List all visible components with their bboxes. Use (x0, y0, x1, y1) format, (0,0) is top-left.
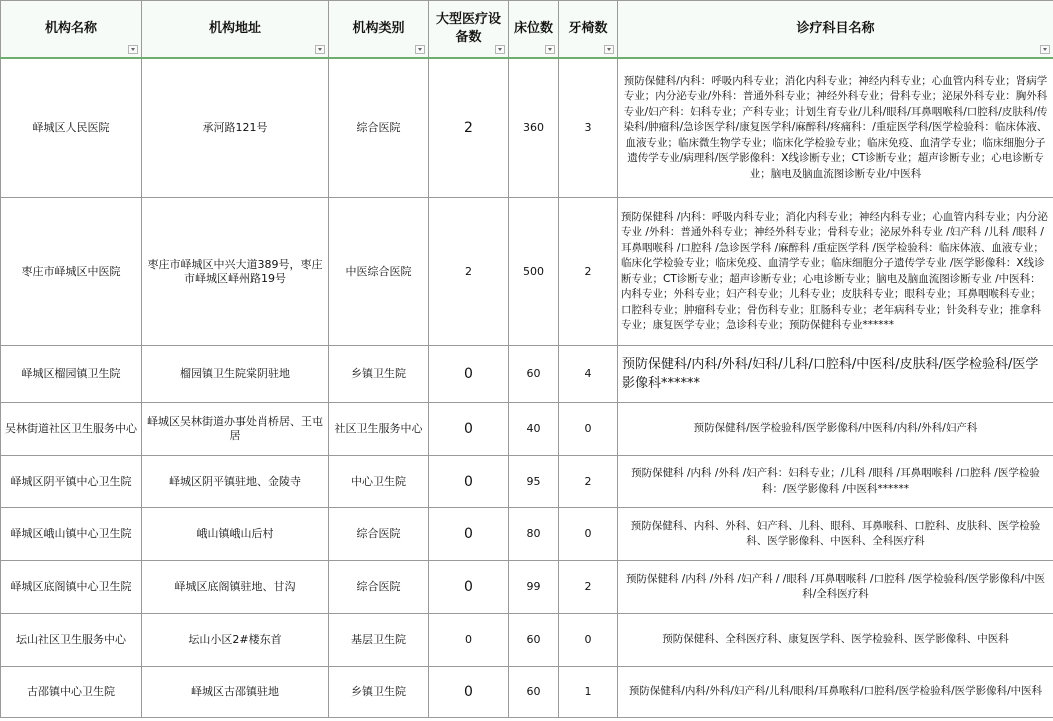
cell-chairs[interactable]: 4 (559, 346, 618, 403)
header-label: 床位数 (513, 20, 553, 36)
cell-address[interactable]: 峄城区底阁镇驻地、甘沟 (142, 561, 329, 614)
table-row (1, 508, 1053, 561)
column-header-beds (509, 1, 559, 58)
cell-items[interactable]: 预防保健科 /内科 /外科 /妇产科 / /眼科 /耳鼻咽喉科 /口腔科 /医学检验科/医学影像科/中医科/全科医疗科 (618, 561, 1053, 614)
cell-equipment[interactable]: 2 (429, 58, 509, 198)
filter-dropdown-icon[interactable] (545, 45, 555, 54)
cell-equipment[interactable]: 2 (429, 198, 509, 346)
cell-beds[interactable]: 80 (509, 508, 559, 561)
header-label: 机构名称 (44, 20, 97, 36)
cell-equipment[interactable]: 0 (429, 403, 509, 456)
cell-items[interactable]: 预防保健科/内科/外科/妇产科/儿科/眼科/耳鼻喉科/口腔科/医学检验科/医学影像科/中医科 (618, 667, 1053, 718)
cell-beds[interactable]: 40 (509, 403, 559, 456)
cell-beds[interactable]: 500 (509, 198, 559, 346)
cell-beds[interactable]: 60 (509, 667, 559, 718)
cell-category[interactable]: 基层卫生院 (329, 614, 429, 667)
header-label: 机构地址 (208, 20, 261, 36)
cell-name[interactable]: 峄城区人民医院 (1, 58, 142, 198)
cell-equipment[interactable]: 0 (429, 346, 509, 403)
table-row (1, 58, 1053, 198)
column-header-name (1, 1, 142, 58)
cell-address[interactable]: 峨山镇峨山后村 (142, 508, 329, 561)
header-label: 诊疗科目名称 (796, 20, 875, 36)
cell-address[interactable]: 峄城区阴平镇驻地、金陵寺 (142, 456, 329, 508)
column-header-chairs (559, 1, 618, 58)
cell-name[interactable]: 枣庄市峄城区中医院 (1, 198, 142, 346)
cell-beds[interactable]: 95 (509, 456, 559, 508)
cell-equipment[interactable]: 0 (429, 456, 509, 508)
filter-dropdown-icon[interactable] (1040, 45, 1050, 54)
cell-chairs[interactable]: 2 (559, 198, 618, 346)
table-row (1, 614, 1053, 667)
cell-chairs[interactable]: 0 (559, 614, 618, 667)
header-label: 机构类别 (352, 20, 405, 36)
table-row (1, 561, 1053, 614)
cell-name[interactable]: 峄城区阴平镇中心卫生院 (1, 456, 142, 508)
cell-equipment[interactable]: 0 (429, 614, 509, 667)
cell-equipment[interactable]: 0 (429, 561, 509, 614)
cell-category[interactable]: 中医综合医院 (329, 198, 429, 346)
column-header-items (618, 1, 1053, 58)
cell-beds[interactable]: 60 (509, 346, 559, 403)
cell-chairs[interactable]: 0 (559, 403, 618, 456)
filter-dropdown-icon[interactable] (415, 45, 425, 54)
cell-items[interactable]: 预防保健科 /内科：呼吸内科专业；消化内科专业；神经内科专业；心血管内科专业；内分泌专业 /外科：普通外科专业；神经外科专业；骨科专业；泌尿外科专业 /妇产科 /儿科 /眼科 /耳鼻咽喉科 /口腔科 /急诊医学科 /麻醉科 /重症医学科 /医学检验科：临床体液、血液专业；临床化学检验专业；临床免疫、血清学专业；临床细胞分子遗传学专业 /医学影像科：X线诊断专业；CT诊断专业；超声诊断专业；心电诊断专业；脑电及脑血流图诊断专业 /中医科：内科专业；外科专业；妇产科专业；儿科专业；皮肤科专业；眼科专业；耳鼻咽喉科专业；口腔科专业；肿瘤科专业；骨伤科专业；肛肠科专业；老年病科专业；针灸科专业；推拿科专业；康复医学专业；急诊科专业；预防保健科专业****** (618, 198, 1053, 346)
filter-dropdown-icon[interactable] (495, 45, 505, 54)
cell-chairs[interactable]: 2 (559, 456, 618, 508)
cell-beds[interactable]: 99 (509, 561, 559, 614)
header-row (1, 1, 1053, 58)
cell-category[interactable]: 社区卫生服务中心 (329, 403, 429, 456)
cell-category[interactable]: 综合医院 (329, 58, 429, 198)
cell-category[interactable]: 乡镇卫生院 (329, 667, 429, 718)
column-header-address (142, 1, 329, 58)
cell-items[interactable]: 预防保健科、内科、外科、妇产科、儿科、眼科、耳鼻喉科、口腔科、皮肤科、医学检验科、医学影像科、中医科、全科医疗科 (618, 508, 1053, 561)
cell-name[interactable]: 古邵镇中心卫生院 (1, 667, 142, 718)
filter-dropdown-icon[interactable] (604, 45, 614, 54)
cell-address[interactable]: 峄城区古邵镇驻地 (142, 667, 329, 718)
header-label: 大型医疗设备数 (435, 11, 501, 45)
cell-items[interactable]: 预防保健科/内科/外科/妇科/儿科/口腔科/中医科/皮肤科/医学检验科/医学影像科****** (618, 346, 1053, 403)
table-row (1, 456, 1053, 508)
table-row (1, 403, 1053, 456)
filter-dropdown-icon[interactable] (128, 45, 138, 54)
cell-category[interactable]: 中心卫生院 (329, 456, 429, 508)
cell-address[interactable]: 峄城区吴林街道办事处肖桥居、王屯居 (142, 403, 329, 456)
cell-equipment[interactable]: 0 (429, 508, 509, 561)
cell-items[interactable]: 预防保健科/医学检验科/医学影像科/中医科/内科/外科/妇产科 (618, 403, 1053, 456)
cell-chairs[interactable]: 1 (559, 667, 618, 718)
table-row (1, 667, 1053, 718)
cell-chairs[interactable]: 2 (559, 561, 618, 614)
header-label: 牙椅数 (568, 20, 608, 36)
table-row (1, 198, 1053, 346)
cell-address[interactable]: 承河路121号 (142, 58, 329, 198)
cell-name[interactable]: 坛山社区卫生服务中心 (1, 614, 142, 667)
cell-name[interactable]: 峄城区榴园镇卫生院 (1, 346, 142, 403)
cell-beds[interactable]: 360 (509, 58, 559, 198)
filter-dropdown-icon[interactable] (315, 45, 325, 54)
cell-beds[interactable]: 60 (509, 614, 559, 667)
cell-name[interactable]: 峄城区峨山镇中心卫生院 (1, 508, 142, 561)
cell-items[interactable]: 预防保健科/内科：呼吸内科专业；消化内科专业；神经内科专业；心血管内科专业；肾病学专业；内分泌专业/外科：普通外科专业；神经外科专业；骨科专业；泌尿外科专业：胸外科专业/妇产科：妇科专业；产科专业；计划生育专业/儿科/眼科/耳鼻咽喉科/口腔科/皮肤科/传染科/肿瘤科/急诊医学科/康复医学科/麻醉科/疼痛科：/重症医学科/医学检验科：临床体液、血液专业；临床微生物学专业；临床化学检验专业；临床免疫、血清学专业；临床细胞分子遗传学专业/病理科/医学影像科：X线诊断专业；CT诊断专业；超声诊断专业；心电诊断专业；脑电及脑血流图诊断专业/中医科 (618, 58, 1053, 198)
column-header-equipment (429, 1, 509, 58)
cell-chairs[interactable]: 0 (559, 508, 618, 561)
cell-category[interactable]: 乡镇卫生院 (329, 346, 429, 403)
cell-category[interactable]: 综合医院 (329, 561, 429, 614)
cell-chairs[interactable]: 3 (559, 58, 618, 198)
cell-equipment[interactable]: 0 (429, 667, 509, 718)
table-row (1, 346, 1053, 403)
cell-items[interactable]: 预防保健科 /内科 /外科 /妇产科：妇科专业；/儿科 /眼科 /耳鼻咽喉科 /口腔科 /医学检验科：/医学影像科 /中医科****** (618, 456, 1053, 508)
cell-name[interactable]: 峄城区底阁镇中心卫生院 (1, 561, 142, 614)
cell-name[interactable]: 吴林街道社区卫生服务中心 (1, 403, 142, 456)
cell-items[interactable]: 预防保健科、全科医疗科、康复医学科、医学检验科、医学影像科、中医科 (618, 614, 1053, 667)
cell-address[interactable]: 榴园镇卫生院棠阴驻地 (142, 346, 329, 403)
cell-address[interactable]: 坛山小区2#楼东首 (142, 614, 329, 667)
cell-address[interactable]: 枣庄市峄城区中兴大道389号，枣庄市峄城区峄州路19号 (142, 198, 329, 346)
cell-category[interactable]: 综合医院 (329, 508, 429, 561)
column-header-category (329, 1, 429, 58)
